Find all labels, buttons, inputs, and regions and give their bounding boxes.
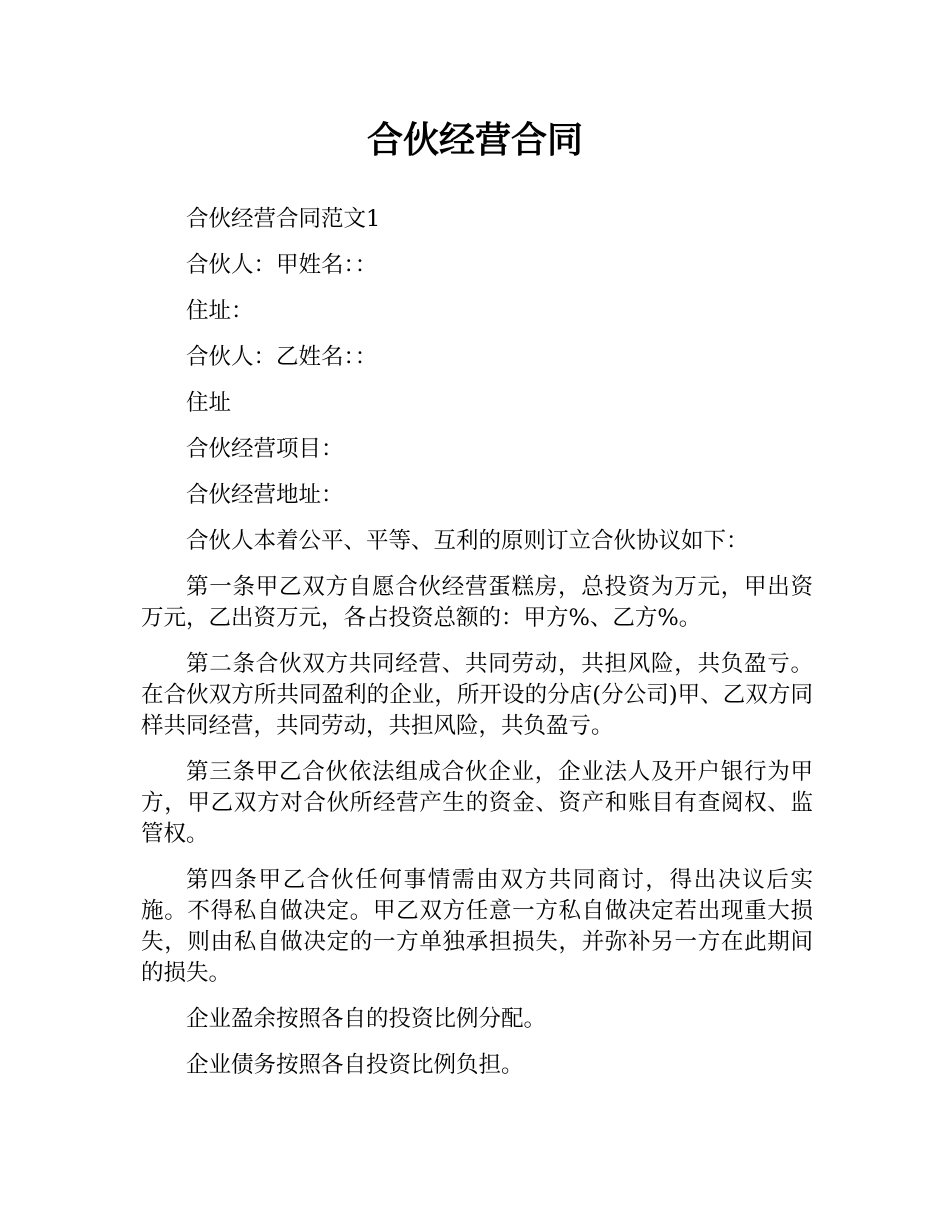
paragraph-debt: 企业债务按照各自投资比例负担。 <box>186 1052 524 1078</box>
paragraph-address-b: 住址 <box>186 390 232 416</box>
paragraph-article-1: 第一条甲乙双方自愿合伙经营蛋糕房，总投资为万元，甲出资万元，乙出资万元，各占投资总额的：甲方%、乙方%。 <box>141 574 813 631</box>
paragraph-article-3: 第三条甲乙合伙依法组成合伙企业，企业法人及开户银行为甲方，甲乙双方对合伙所经营产生的资金、资产和账目有查阅权、监管权。 <box>141 759 813 847</box>
paragraph-heading-sample: 合伙经营合同范文1 <box>186 206 381 232</box>
paragraph-location: 合伙经营地址： <box>186 482 344 508</box>
document-title: 合伙经营合同 <box>366 120 583 161</box>
paragraph-article-2: 第二条合伙双方共同经营、共同劳动，共担风险，共负盈亏。在合伙双方所共同盈利的企业，所开设的分店(分公司)甲、乙双方同样共同经营，共同劳动，共担风险，共负盈亏。 <box>141 651 813 739</box>
document-body <box>141 204 813 1096</box>
paragraph-profit: 企业盈余按照各自的投资比例分配。 <box>186 1006 547 1032</box>
paragraph-address-a: 住址： <box>186 298 254 324</box>
paragraph-partner-a: 合伙人：甲姓名：： <box>186 252 378 278</box>
paragraph-project: 合伙经营项目： <box>186 436 344 462</box>
paragraph-article-4: 第四条甲乙合伙任何事情需由双方共同商讨，得出决议后实施。不得私自做决定。甲乙双方任意一方私自做决定若出现重大损失，则由私自做决定的一方单独承担损失，并弥补另一方在此期间的损失。 <box>141 867 813 986</box>
paragraph-partner-b: 合伙人：乙姓名：： <box>186 344 378 370</box>
paragraph-preamble: 合伙人本着公平、平等、互利的原则订立合伙协议如下： <box>186 528 749 554</box>
